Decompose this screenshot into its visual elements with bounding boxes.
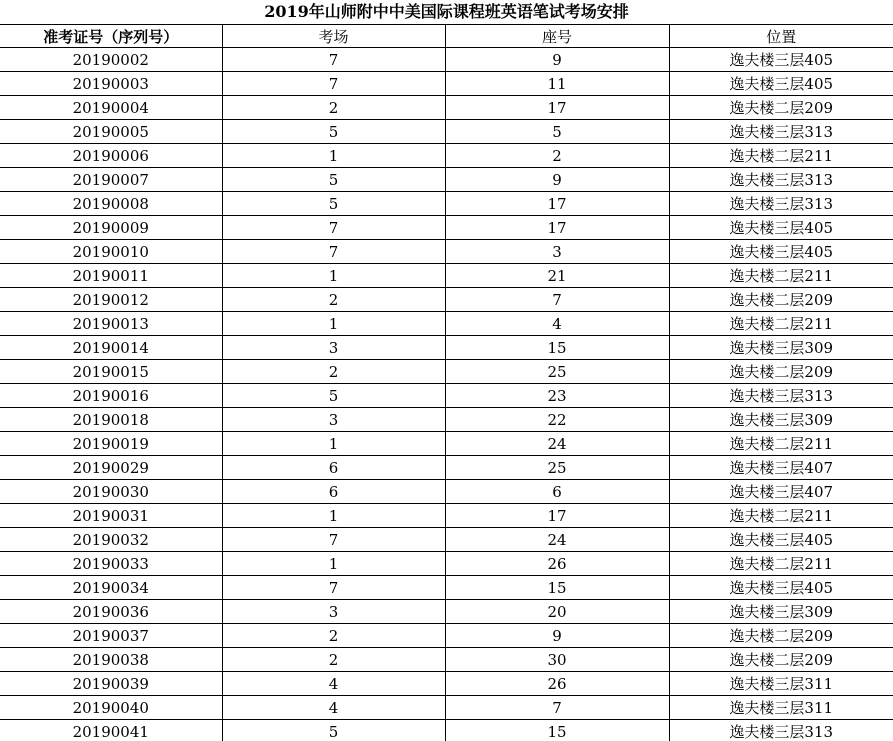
location-cell: 逸夫楼三层405 (669, 528, 893, 552)
header-ticket-number: 准考证号（序列号） (0, 25, 222, 48)
seat-number-cell: 2 (445, 144, 669, 168)
location-cell: 逸夫楼二层209 (669, 96, 893, 120)
table-row (0, 552, 893, 576)
ticket-number-cell: 20190016 (0, 384, 222, 408)
seat-number-cell: 9 (445, 48, 669, 72)
ticket-number-cell: 20190031 (0, 504, 222, 528)
ticket-number-cell: 20190039 (0, 672, 222, 696)
exam-room-cell: 2 (222, 288, 445, 312)
location-cell: 逸夫楼三层313 (669, 120, 893, 144)
table-row (0, 312, 893, 336)
table-row (0, 408, 893, 432)
location-cell: 逸夫楼三层407 (669, 480, 893, 504)
exam-room-cell: 6 (222, 480, 445, 504)
seat-number-cell: 7 (445, 288, 669, 312)
exam-room-cell: 2 (222, 96, 445, 120)
exam-room-cell: 7 (222, 72, 445, 96)
exam-room-cell: 6 (222, 456, 445, 480)
seat-number-cell: 24 (445, 432, 669, 456)
exam-room-cell: 1 (222, 264, 445, 288)
seat-number-cell: 23 (445, 384, 669, 408)
exam-room-cell: 4 (222, 672, 445, 696)
location-cell: 逸夫楼二层209 (669, 648, 893, 672)
location-cell: 逸夫楼三层313 (669, 720, 893, 741)
exam-room-cell: 2 (222, 624, 445, 648)
table-row (0, 624, 893, 648)
exam-room-cell: 3 (222, 336, 445, 360)
table-row (0, 456, 893, 480)
location-cell: 逸夫楼三层309 (669, 408, 893, 432)
location-cell: 逸夫楼二层211 (669, 264, 893, 288)
sheet-title: 2019年山师附中中美国际课程班英语笔试考场安排 (264, 2, 629, 21)
seat-number-cell: 24 (445, 528, 669, 552)
location-cell: 逸夫楼三层313 (669, 192, 893, 216)
location-cell: 逸夫楼二层211 (669, 552, 893, 576)
seat-number-cell: 5 (445, 120, 669, 144)
seat-number-cell: 11 (445, 72, 669, 96)
seat-number-cell: 17 (445, 216, 669, 240)
table-row (0, 240, 893, 264)
table-row (0, 264, 893, 288)
seat-number-cell: 15 (445, 576, 669, 600)
exam-room-cell: 1 (222, 552, 445, 576)
table-row (0, 432, 893, 456)
location-cell: 逸夫楼三层311 (669, 672, 893, 696)
exam-room-cell: 5 (222, 720, 445, 741)
exam-room-cell: 1 (222, 504, 445, 528)
table-row (0, 48, 893, 72)
exam-room-cell: 7 (222, 216, 445, 240)
exam-room-cell: 1 (222, 144, 445, 168)
ticket-number-cell: 20190009 (0, 216, 222, 240)
header-exam-room: 考场 (222, 25, 445, 48)
seat-number-cell: 26 (445, 672, 669, 696)
ticket-number-cell: 20190038 (0, 648, 222, 672)
location-cell: 逸夫楼二层211 (669, 504, 893, 528)
location-cell: 逸夫楼二层209 (669, 360, 893, 384)
location-cell: 逸夫楼三层405 (669, 72, 893, 96)
seat-number-cell: 15 (445, 336, 669, 360)
location-cell: 逸夫楼三层405 (669, 240, 893, 264)
location-cell: 逸夫楼三层405 (669, 216, 893, 240)
exam-room-cell: 4 (222, 696, 445, 720)
table-row (0, 72, 893, 96)
ticket-number-cell: 20190013 (0, 312, 222, 336)
location-cell: 逸夫楼三层309 (669, 336, 893, 360)
table-row (0, 336, 893, 360)
seat-number-cell: 17 (445, 96, 669, 120)
location-cell: 逸夫楼二层211 (669, 312, 893, 336)
ticket-number-cell: 20190032 (0, 528, 222, 552)
ticket-number-cell: 20190037 (0, 624, 222, 648)
ticket-number-cell: 20190012 (0, 288, 222, 312)
location-cell: 逸夫楼二层211 (669, 432, 893, 456)
table-row (0, 576, 893, 600)
table-row (0, 600, 893, 624)
exam-room-cell: 5 (222, 192, 445, 216)
ticket-number-cell: 20190014 (0, 336, 222, 360)
exam-room-cell: 7 (222, 576, 445, 600)
table-row (0, 648, 893, 672)
seat-number-cell: 6 (445, 480, 669, 504)
seat-number-cell: 21 (445, 264, 669, 288)
exam-room-cell: 2 (222, 360, 445, 384)
ticket-number-cell: 20190041 (0, 720, 222, 741)
ticket-number-cell: 20190006 (0, 144, 222, 168)
table-row (0, 504, 893, 528)
table-row (0, 288, 893, 312)
table-row (0, 192, 893, 216)
table-row (0, 696, 893, 720)
ticket-number-cell: 20190040 (0, 696, 222, 720)
exam-room-cell: 5 (222, 384, 445, 408)
seat-number-cell: 9 (445, 624, 669, 648)
ticket-number-cell: 20190003 (0, 72, 222, 96)
location-cell: 逸夫楼三层407 (669, 456, 893, 480)
header-location: 位置 (669, 25, 893, 48)
exam-room-cell: 5 (222, 168, 445, 192)
seat-number-cell: 26 (445, 552, 669, 576)
seat-number-cell: 4 (445, 312, 669, 336)
header-seat-number: 座号 (445, 25, 669, 48)
location-cell: 逸夫楼三层313 (669, 384, 893, 408)
exam-room-cell: 7 (222, 48, 445, 72)
location-cell: 逸夫楼二层209 (669, 624, 893, 648)
ticket-number-cell: 20190030 (0, 480, 222, 504)
location-cell: 逸夫楼三层405 (669, 48, 893, 72)
ticket-number-cell: 20190029 (0, 456, 222, 480)
seat-number-cell: 17 (445, 192, 669, 216)
table-row (0, 144, 893, 168)
header-row (0, 25, 893, 48)
exam-room-cell: 5 (222, 120, 445, 144)
exam-room-cell: 3 (222, 408, 445, 432)
ticket-number-cell: 20190033 (0, 552, 222, 576)
ticket-number-cell: 20190015 (0, 360, 222, 384)
exam-room-cell: 1 (222, 432, 445, 456)
ticket-number-cell: 20190002 (0, 48, 222, 72)
table-row (0, 168, 893, 192)
table-row (0, 720, 893, 741)
location-cell: 逸夫楼三层405 (669, 576, 893, 600)
ticket-number-cell: 20190019 (0, 432, 222, 456)
ticket-number-cell: 20190010 (0, 240, 222, 264)
exam-arrangement-table (0, 24, 893, 741)
table-row (0, 528, 893, 552)
seat-number-cell: 17 (445, 504, 669, 528)
seat-number-cell: 25 (445, 456, 669, 480)
location-cell: 逸夫楼二层209 (669, 288, 893, 312)
table-row (0, 216, 893, 240)
seat-number-cell: 15 (445, 720, 669, 741)
location-cell: 逸夫楼三层311 (669, 696, 893, 720)
table-row (0, 360, 893, 384)
seat-number-cell: 30 (445, 648, 669, 672)
ticket-number-cell: 20190007 (0, 168, 222, 192)
seat-number-cell: 9 (445, 168, 669, 192)
exam-room-cell: 1 (222, 312, 445, 336)
ticket-number-cell: 20190036 (0, 600, 222, 624)
ticket-number-cell: 20190018 (0, 408, 222, 432)
table-body (0, 48, 893, 741)
seat-number-cell: 20 (445, 600, 669, 624)
ticket-number-cell: 20190004 (0, 96, 222, 120)
table-row (0, 120, 893, 144)
location-cell: 逸夫楼二层211 (669, 144, 893, 168)
exam-room-cell: 7 (222, 528, 445, 552)
seat-number-cell: 25 (445, 360, 669, 384)
exam-room-cell: 3 (222, 600, 445, 624)
table-row (0, 384, 893, 408)
location-cell: 逸夫楼三层309 (669, 600, 893, 624)
exam-room-cell: 2 (222, 648, 445, 672)
exam-room-cell: 7 (222, 240, 445, 264)
ticket-number-cell: 20190005 (0, 120, 222, 144)
location-cell: 逸夫楼三层313 (669, 168, 893, 192)
seat-number-cell: 3 (445, 240, 669, 264)
seat-number-cell: 22 (445, 408, 669, 432)
ticket-number-cell: 20190034 (0, 576, 222, 600)
ticket-number-cell: 20190011 (0, 264, 222, 288)
table-row (0, 672, 893, 696)
table-row (0, 96, 893, 120)
seat-number-cell: 7 (445, 696, 669, 720)
ticket-number-cell: 20190008 (0, 192, 222, 216)
table-row (0, 480, 893, 504)
